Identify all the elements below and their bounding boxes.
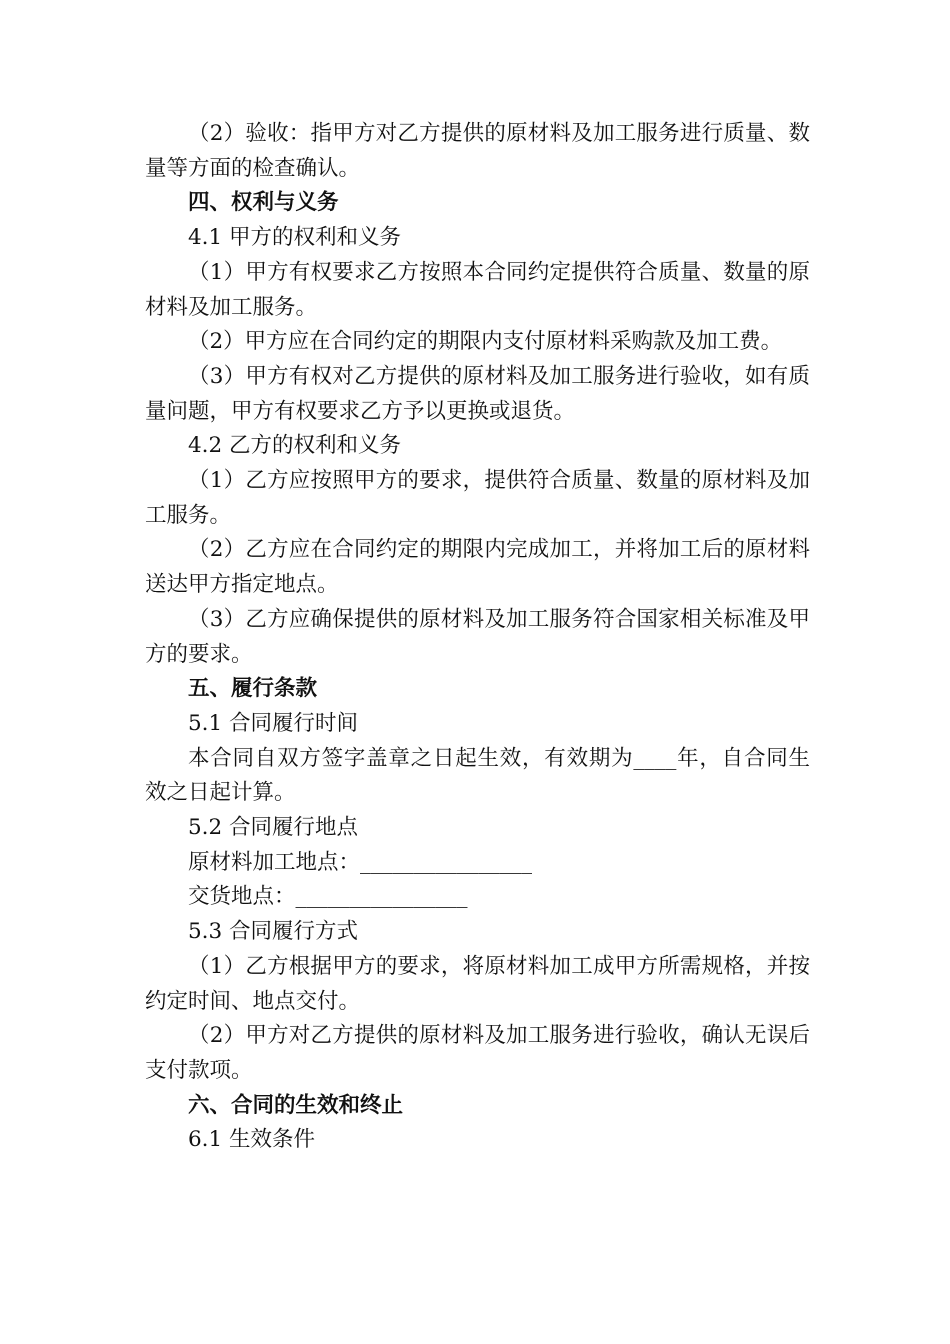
section-heading-performance: 五、履行条款 [188,676,318,702]
paragraph-party-b-2: （2）乙方应在合同约定的期限内完成加工，并将加工后的原材料送达甲方指定地点。 [145,537,810,598]
paragraph-party-a-2: （2）甲方应在合同约定的期限内支付原材料采购款及加工费。 [188,329,783,355]
paragraph-party-b-1: （1）乙方应按照甲方的要求，提供符合质量、数量的原材料及加工服务。 [145,468,810,528]
section-heading-rights-obligations: 四、权利与义务 [188,190,339,216]
subsection-title-party-b: 4.2 乙方的权利和义务 [188,433,402,459]
subsection-title-effective-conditions: 6.1 生效条件 [188,1127,316,1153]
paragraph-performance-method-2: （2）甲方对乙方提供的原材料及加工服务进行验收，确认无误后支付款项。 [145,1023,810,1083]
field-delivery-location: 交货地点：________________ [188,884,468,910]
paragraph-party-b-3: （3）乙方应确保提供的原材料及加工服务符合国家相关标准及甲方的要求。 [145,606,810,667]
subsection-title-performance-time: 5.1 合同履行时间 [188,710,359,736]
paragraph-party-a-3: （3）甲方有权对乙方提供的原材料及加工服务进行验收，如有质量问题，甲方有权要求乙方予以更换或退货。 [145,363,810,424]
paragraph-party-a-1: （1）甲方有权要求乙方按照本合同约定提供符合质量、数量的原材料及加工服务。 [145,259,810,320]
subsection-title-performance-method: 5.3 合同履行方式 [188,919,359,945]
document-body [145,117,810,1158]
paragraph-performance-time: 本合同自双方签字盖章之日起生效，有效期为____年，自合同生效之日起计算。 [145,745,810,806]
section-heading-effect-termination: 六、合同的生效和终止 [188,1092,404,1118]
paragraph-acceptance-definition: （2）验收：指甲方对乙方提供的原材料及加工服务进行质量、数量等方面的检查确认。 [145,121,810,181]
subsection-title-party-a: 4.1 甲方的权利和义务 [188,225,402,251]
field-processing-location: 原材料加工地点：________________ [188,849,533,875]
subsection-title-performance-location: 5.2 合同履行地点 [188,815,359,841]
paragraph-performance-method-1: （1）乙方根据甲方的要求，将原材料加工成甲方所需规格，并按约定时间、地点交付。 [145,953,810,1014]
